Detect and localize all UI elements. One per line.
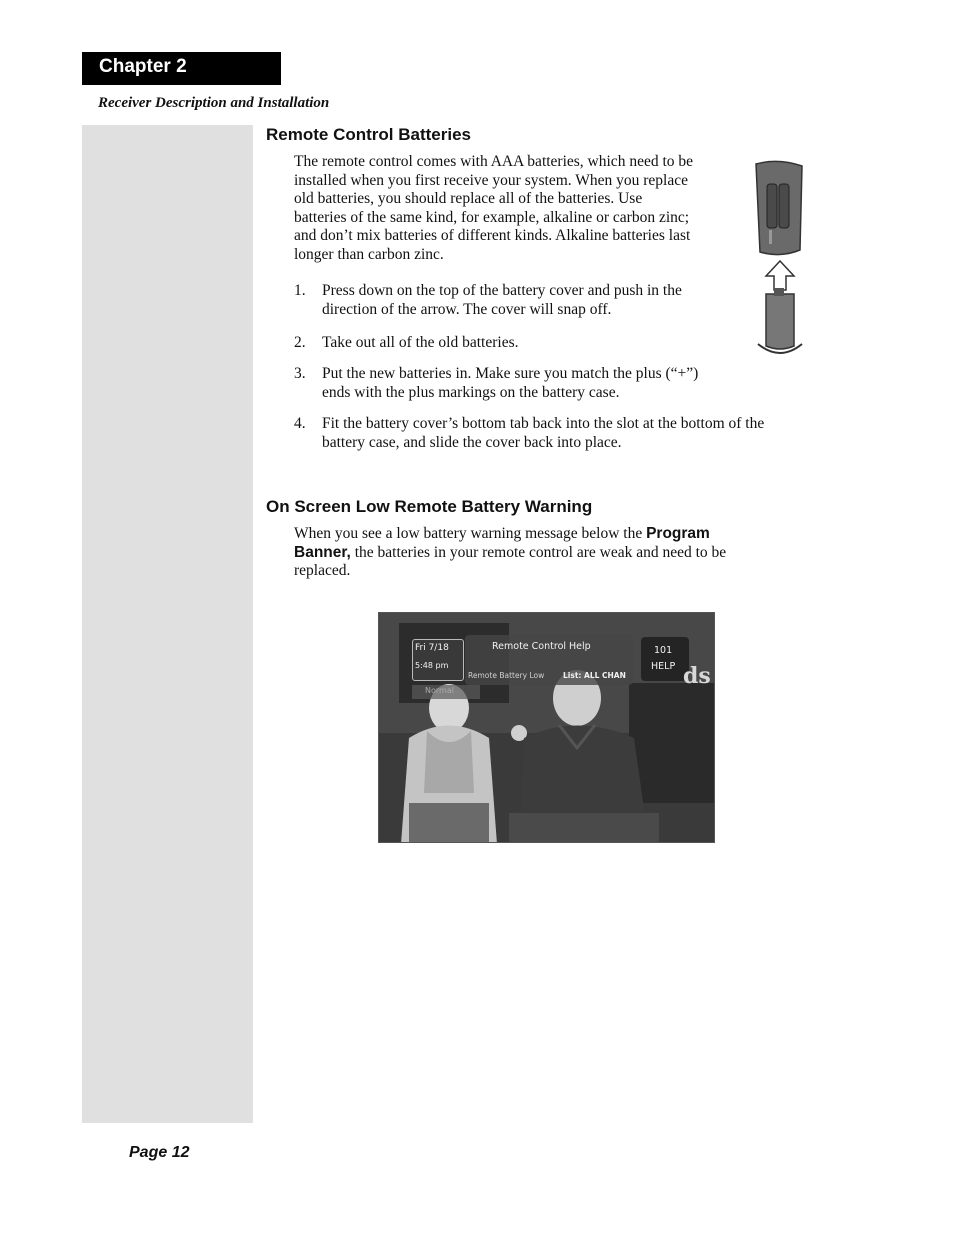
intro-line: longer than carbon zinc. [294,245,444,263]
osd-channel-name: HELP [651,661,676,672]
program-term: Program [646,525,710,542]
osd-channel-box [641,637,689,681]
page-number: Page 12 [129,1144,190,1161]
step-line: battery case, and slide the cover back into place. [322,433,622,451]
running-head: Receiver Description and Installation [98,95,330,111]
step-number: 4. [294,415,306,432]
side-column [82,125,253,1123]
step-line: direction of the arrow. The cover will snap off. [322,300,612,318]
step-line: Fit the battery cover’s bottom tab back into the slot at the bottom of the [322,415,765,432]
osd-date: Fri 7/18 [415,643,449,653]
list-item [294,282,734,322]
list-item [294,415,824,455]
intro-line: The remote control comes with AAA batteries, which need to be [294,153,694,170]
step-text [322,415,764,452]
warning-line: replaced. [294,562,351,580]
osd-channel-number: 101 [654,645,673,656]
intro-line: old batteries, you should replace all of the batteries. Use [294,190,643,208]
step-line: ends with the plus markings on the battery case. [322,383,620,401]
intro-line: and don’t mix batteries of different kinds. Alkaline batteries last [294,227,691,245]
step-line: Take out all of the old batteries. [322,334,519,351]
tv-screenshot [378,612,715,843]
step-text [322,334,518,353]
batteries-intro [294,153,693,265]
list-item [294,334,734,354]
network-logo: ds [683,663,711,689]
osd-list-label: List: ALL CHAN [563,671,626,680]
section-heading-batteries: Remote Control Batteries [266,125,471,144]
intro-line: installed when you first receive your system. When you replace [294,171,688,189]
remote-back-icon [756,161,802,254]
step-number: 1. [294,282,306,299]
warning-line [294,544,794,563]
warning-paragraph [294,525,794,581]
battery-cover-icon [758,288,802,353]
osd-panel-title: Remote Control Help [492,641,591,652]
remote-battery-illustration [752,158,808,358]
intro-line: batteries of the same kind, for example, alkaline or carbon zinc; [294,208,690,226]
banner-term: Banner, [294,543,351,561]
up-arrow-icon [766,261,794,290]
chapter-label: Chapter 2 [99,56,187,77]
step-number: 3. [294,365,306,382]
warning-text: When you see a low battery warning message below the [294,525,647,542]
step-line: Press down on the top of the battery cover and push in the [322,282,682,299]
osd-time: 5:48 pm [415,661,449,670]
step-text [322,282,682,319]
list-item [294,365,734,405]
osd-normal-label: Normal [425,686,454,695]
warning-text: the batteries in your remote control are weak and need to be [350,543,727,561]
step-number: 2. [294,334,306,351]
warning-line [294,525,794,544]
chapter-tab [82,52,281,85]
section-heading-warning: On Screen Low Remote Battery Warning [266,497,593,516]
osd-battery-warning: Remote Battery Low [468,671,545,680]
step-text [322,365,698,402]
step-line: Put the new batteries in. Make sure you match the plus (“+”) [322,365,699,382]
